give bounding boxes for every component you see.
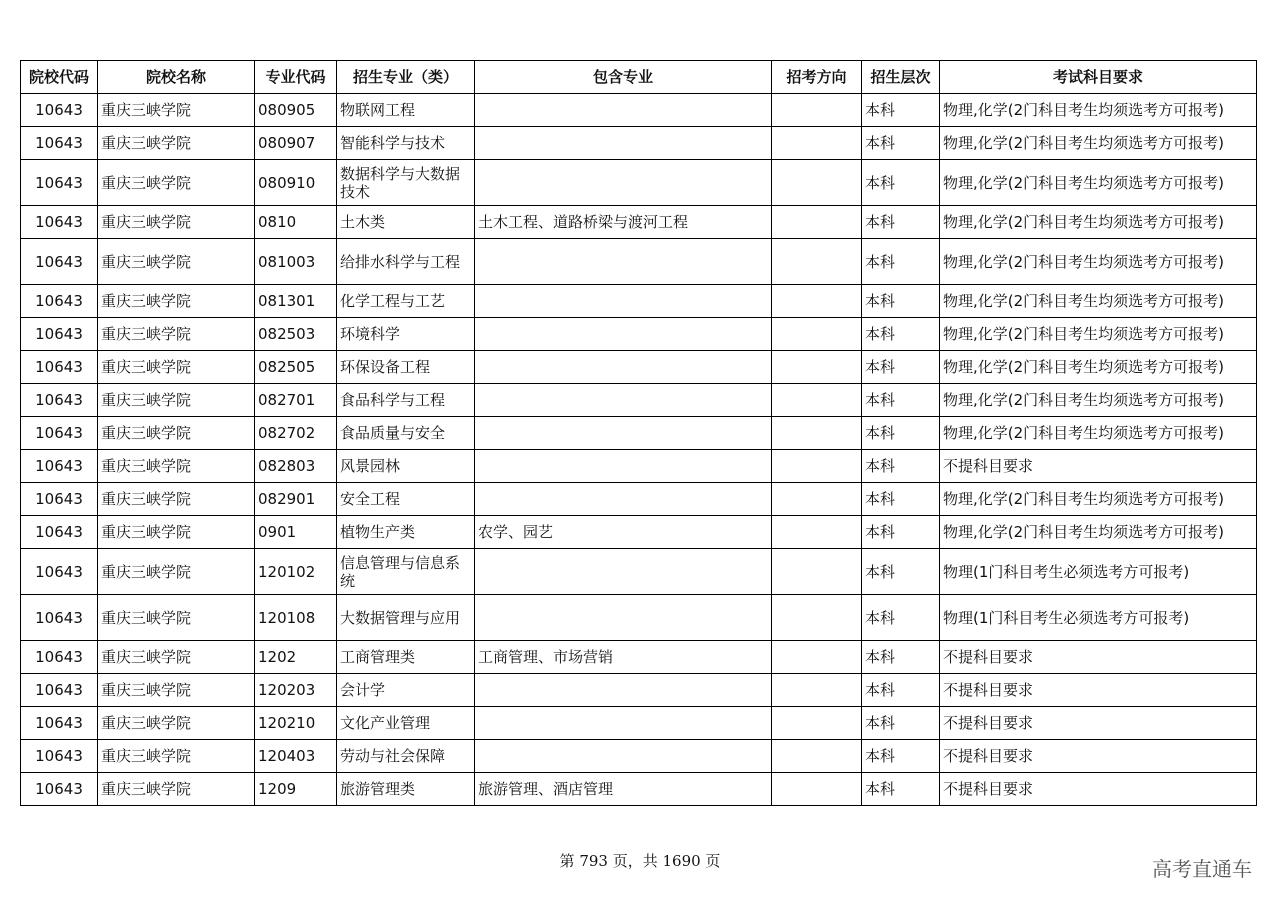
cell-direction bbox=[772, 483, 862, 516]
cell-school-code: 10643 bbox=[21, 773, 98, 806]
cell-requirement: 不提科目要求 bbox=[940, 707, 1257, 740]
cell-major: 土木类 bbox=[337, 206, 475, 239]
cell-major: 食品科学与工程 bbox=[337, 384, 475, 417]
cell-major-code: 1202 bbox=[255, 641, 337, 674]
cell-requirement: 物理(1门科目考生必须选考方可报考) bbox=[940, 595, 1257, 641]
cell-major-code: 082803 bbox=[255, 450, 337, 483]
cell-major-code: 082702 bbox=[255, 417, 337, 450]
cell-school-name: 重庆三峡学院 bbox=[98, 641, 255, 674]
cell-direction bbox=[772, 674, 862, 707]
cell-school-code: 10643 bbox=[21, 516, 98, 549]
cell-major-code: 082901 bbox=[255, 483, 337, 516]
cell-major-code: 120403 bbox=[255, 740, 337, 773]
cell-major: 劳动与社会保障 bbox=[337, 740, 475, 773]
cell-major: 化学工程与工艺 bbox=[337, 285, 475, 318]
cell-level: 本科 bbox=[862, 285, 940, 318]
cell-school-code: 10643 bbox=[21, 94, 98, 127]
cell-direction bbox=[772, 417, 862, 450]
cell-school-name: 重庆三峡学院 bbox=[98, 318, 255, 351]
cell-school-code: 10643 bbox=[21, 417, 98, 450]
cell-major-code: 120203 bbox=[255, 674, 337, 707]
cell-includes: 工商管理、市场营销 bbox=[475, 641, 772, 674]
cell-major: 智能科学与技术 bbox=[337, 127, 475, 160]
cell-direction bbox=[772, 285, 862, 318]
cell-major-code: 120102 bbox=[255, 549, 337, 595]
table-row bbox=[21, 351, 1257, 384]
cell-direction bbox=[772, 516, 862, 549]
cell-includes bbox=[475, 674, 772, 707]
cell-requirement: 不提科目要求 bbox=[940, 450, 1257, 483]
cell-school-code: 10643 bbox=[21, 595, 98, 641]
cell-direction bbox=[772, 94, 862, 127]
cell-school-code: 10643 bbox=[21, 483, 98, 516]
cell-requirement: 物理,化学(2门科目考生均须选考方可报考) bbox=[940, 239, 1257, 285]
cell-level: 本科 bbox=[862, 740, 940, 773]
admissions-table bbox=[20, 60, 1257, 806]
cell-level: 本科 bbox=[862, 483, 940, 516]
cell-includes bbox=[475, 417, 772, 450]
cell-major-code: 082505 bbox=[255, 351, 337, 384]
cell-direction bbox=[772, 239, 862, 285]
cell-includes bbox=[475, 318, 772, 351]
admissions-table-container bbox=[20, 60, 1256, 806]
table-row bbox=[21, 595, 1257, 641]
header-row bbox=[21, 61, 1257, 94]
cell-major-code: 0901 bbox=[255, 516, 337, 549]
cell-includes bbox=[475, 707, 772, 740]
cell-requirement: 不提科目要求 bbox=[940, 773, 1257, 806]
cell-major: 给排水科学与工程 bbox=[337, 239, 475, 285]
cell-direction bbox=[772, 740, 862, 773]
cell-direction bbox=[772, 595, 862, 641]
cell-school-name: 重庆三峡学院 bbox=[98, 707, 255, 740]
cell-school-name: 重庆三峡学院 bbox=[98, 740, 255, 773]
cell-major: 工商管理类 bbox=[337, 641, 475, 674]
cell-requirement: 物理,化学(2门科目考生均须选考方可报考) bbox=[940, 483, 1257, 516]
cell-major-code: 082701 bbox=[255, 384, 337, 417]
cell-level: 本科 bbox=[862, 549, 940, 595]
table-row bbox=[21, 549, 1257, 595]
cell-direction bbox=[772, 127, 862, 160]
cell-level: 本科 bbox=[862, 641, 940, 674]
cell-school-name: 重庆三峡学院 bbox=[98, 94, 255, 127]
cell-direction bbox=[772, 384, 862, 417]
header-includes: 包含专业 bbox=[475, 61, 772, 94]
cell-level: 本科 bbox=[862, 318, 940, 351]
cell-school-code: 10643 bbox=[21, 641, 98, 674]
cell-direction bbox=[772, 549, 862, 595]
table-row bbox=[21, 450, 1257, 483]
cell-requirement: 物理,化学(2门科目考生均须选考方可报考) bbox=[940, 127, 1257, 160]
cell-includes bbox=[475, 384, 772, 417]
cell-level: 本科 bbox=[862, 384, 940, 417]
cell-includes bbox=[475, 94, 772, 127]
page-number: 第 793 页，共 1690 页 bbox=[559, 852, 721, 870]
cell-includes: 农学、园艺 bbox=[475, 516, 772, 549]
table-row bbox=[21, 318, 1257, 351]
cell-major: 旅游管理类 bbox=[337, 773, 475, 806]
cell-school-code: 10643 bbox=[21, 160, 98, 206]
cell-includes bbox=[475, 595, 772, 641]
cell-level: 本科 bbox=[862, 417, 940, 450]
cell-school-name: 重庆三峡学院 bbox=[98, 674, 255, 707]
cell-requirement: 物理,化学(2门科目考生均须选考方可报考) bbox=[940, 417, 1257, 450]
cell-requirement: 物理,化学(2门科目考生均须选考方可报考) bbox=[940, 318, 1257, 351]
table-row bbox=[21, 707, 1257, 740]
cell-direction bbox=[772, 707, 862, 740]
cell-direction bbox=[772, 773, 862, 806]
cell-school-name: 重庆三峡学院 bbox=[98, 483, 255, 516]
cell-requirement: 不提科目要求 bbox=[940, 641, 1257, 674]
cell-requirement: 物理(1门科目考生必须选考方可报考) bbox=[940, 549, 1257, 595]
cell-level: 本科 bbox=[862, 160, 940, 206]
cell-level: 本科 bbox=[862, 516, 940, 549]
table-row bbox=[21, 641, 1257, 674]
cell-school-name: 重庆三峡学院 bbox=[98, 351, 255, 384]
cell-major: 环境科学 bbox=[337, 318, 475, 351]
table-row bbox=[21, 773, 1257, 806]
header-level: 招生层次 bbox=[862, 61, 940, 94]
cell-direction bbox=[772, 351, 862, 384]
cell-major: 安全工程 bbox=[337, 483, 475, 516]
table-row bbox=[21, 674, 1257, 707]
cell-includes bbox=[475, 127, 772, 160]
table-row bbox=[21, 740, 1257, 773]
cell-school-name: 重庆三峡学院 bbox=[98, 549, 255, 595]
header-major-code: 专业代码 bbox=[255, 61, 337, 94]
table-row bbox=[21, 239, 1257, 285]
cell-school-code: 10643 bbox=[21, 239, 98, 285]
cell-requirement: 物理,化学(2门科目考生均须选考方可报考) bbox=[940, 160, 1257, 206]
cell-includes: 旅游管理、酒店管理 bbox=[475, 773, 772, 806]
cell-major: 环保设备工程 bbox=[337, 351, 475, 384]
cell-level: 本科 bbox=[862, 707, 940, 740]
table-row bbox=[21, 483, 1257, 516]
cell-major: 数据科学与大数据技术 bbox=[337, 160, 475, 206]
cell-level: 本科 bbox=[862, 450, 940, 483]
cell-includes bbox=[475, 351, 772, 384]
cell-major: 文化产业管理 bbox=[337, 707, 475, 740]
cell-school-name: 重庆三峡学院 bbox=[98, 285, 255, 318]
cell-school-code: 10643 bbox=[21, 285, 98, 318]
cell-major-code: 080905 bbox=[255, 94, 337, 127]
cell-major: 风景园林 bbox=[337, 450, 475, 483]
cell-level: 本科 bbox=[862, 127, 940, 160]
cell-school-name: 重庆三峡学院 bbox=[98, 384, 255, 417]
cell-includes: 土木工程、道路桥梁与渡河工程 bbox=[475, 206, 772, 239]
cell-includes bbox=[475, 160, 772, 206]
cell-level: 本科 bbox=[862, 595, 940, 641]
cell-school-code: 10643 bbox=[21, 206, 98, 239]
cell-level: 本科 bbox=[862, 674, 940, 707]
cell-school-code: 10643 bbox=[21, 384, 98, 417]
cell-school-name: 重庆三峡学院 bbox=[98, 160, 255, 206]
cell-school-code: 10643 bbox=[21, 674, 98, 707]
table-row bbox=[21, 285, 1257, 318]
cell-direction bbox=[772, 641, 862, 674]
cell-requirement: 物理,化学(2门科目考生均须选考方可报考) bbox=[940, 384, 1257, 417]
cell-level: 本科 bbox=[862, 773, 940, 806]
cell-major-code: 081003 bbox=[255, 239, 337, 285]
table-row bbox=[21, 160, 1257, 206]
cell-school-code: 10643 bbox=[21, 707, 98, 740]
cell-requirement: 物理,化学(2门科目考生均须选考方可报考) bbox=[940, 285, 1257, 318]
cell-school-name: 重庆三峡学院 bbox=[98, 417, 255, 450]
cell-level: 本科 bbox=[862, 94, 940, 127]
cell-major-code: 1209 bbox=[255, 773, 337, 806]
cell-major: 会计学 bbox=[337, 674, 475, 707]
cell-major: 大数据管理与应用 bbox=[337, 595, 475, 641]
cell-school-code: 10643 bbox=[21, 740, 98, 773]
cell-includes bbox=[475, 549, 772, 595]
cell-school-name: 重庆三峡学院 bbox=[98, 516, 255, 549]
table-row bbox=[21, 206, 1257, 239]
table-row bbox=[21, 516, 1257, 549]
cell-direction bbox=[772, 318, 862, 351]
cell-requirement: 物理,化学(2门科目考生均须选考方可报考) bbox=[940, 351, 1257, 384]
cell-direction bbox=[772, 450, 862, 483]
cell-requirement: 不提科目要求 bbox=[940, 674, 1257, 707]
cell-requirement: 物理,化学(2门科目考生均须选考方可报考) bbox=[940, 206, 1257, 239]
cell-includes bbox=[475, 239, 772, 285]
cell-major: 植物生产类 bbox=[337, 516, 475, 549]
cell-level: 本科 bbox=[862, 239, 940, 285]
table-row bbox=[21, 417, 1257, 450]
cell-level: 本科 bbox=[862, 351, 940, 384]
cell-school-code: 10643 bbox=[21, 450, 98, 483]
cell-school-code: 10643 bbox=[21, 351, 98, 384]
cell-school-code: 10643 bbox=[21, 127, 98, 160]
table-row bbox=[21, 384, 1257, 417]
cell-includes bbox=[475, 740, 772, 773]
header-direction: 招考方向 bbox=[772, 61, 862, 94]
watermark-text: 高考直通车 bbox=[1152, 857, 1252, 881]
header-major: 招生专业（类） bbox=[337, 61, 475, 94]
cell-major-code: 081301 bbox=[255, 285, 337, 318]
cell-major: 物联网工程 bbox=[337, 94, 475, 127]
cell-major-code: 0810 bbox=[255, 206, 337, 239]
cell-requirement: 物理,化学(2门科目考生均须选考方可报考) bbox=[940, 94, 1257, 127]
cell-school-code: 10643 bbox=[21, 549, 98, 595]
cell-school-name: 重庆三峡学院 bbox=[98, 595, 255, 641]
cell-school-name: 重庆三峡学院 bbox=[98, 450, 255, 483]
cell-school-name: 重庆三峡学院 bbox=[98, 239, 255, 285]
cell-school-name: 重庆三峡学院 bbox=[98, 206, 255, 239]
cell-major-code: 120108 bbox=[255, 595, 337, 641]
cell-includes bbox=[475, 285, 772, 318]
header-requirement: 考试科目要求 bbox=[940, 61, 1257, 94]
cell-major-code: 120210 bbox=[255, 707, 337, 740]
cell-level: 本科 bbox=[862, 206, 940, 239]
cell-major-code: 082503 bbox=[255, 318, 337, 351]
cell-major: 食品质量与安全 bbox=[337, 417, 475, 450]
cell-direction bbox=[772, 206, 862, 239]
table-row bbox=[21, 94, 1257, 127]
cell-direction bbox=[772, 160, 862, 206]
table-row bbox=[21, 127, 1257, 160]
cell-school-name: 重庆三峡学院 bbox=[98, 127, 255, 160]
header-school-code: 院校代码 bbox=[21, 61, 98, 94]
cell-school-code: 10643 bbox=[21, 318, 98, 351]
cell-includes bbox=[475, 483, 772, 516]
cell-includes bbox=[475, 450, 772, 483]
table-body bbox=[21, 94, 1257, 806]
cell-requirement: 物理,化学(2门科目考生均须选考方可报考) bbox=[940, 516, 1257, 549]
cell-school-name: 重庆三峡学院 bbox=[98, 773, 255, 806]
cell-major-code: 080910 bbox=[255, 160, 337, 206]
header-school-name: 院校名称 bbox=[98, 61, 255, 94]
cell-major: 信息管理与信息系统 bbox=[337, 549, 475, 595]
cell-major-code: 080907 bbox=[255, 127, 337, 160]
cell-requirement: 不提科目要求 bbox=[940, 740, 1257, 773]
